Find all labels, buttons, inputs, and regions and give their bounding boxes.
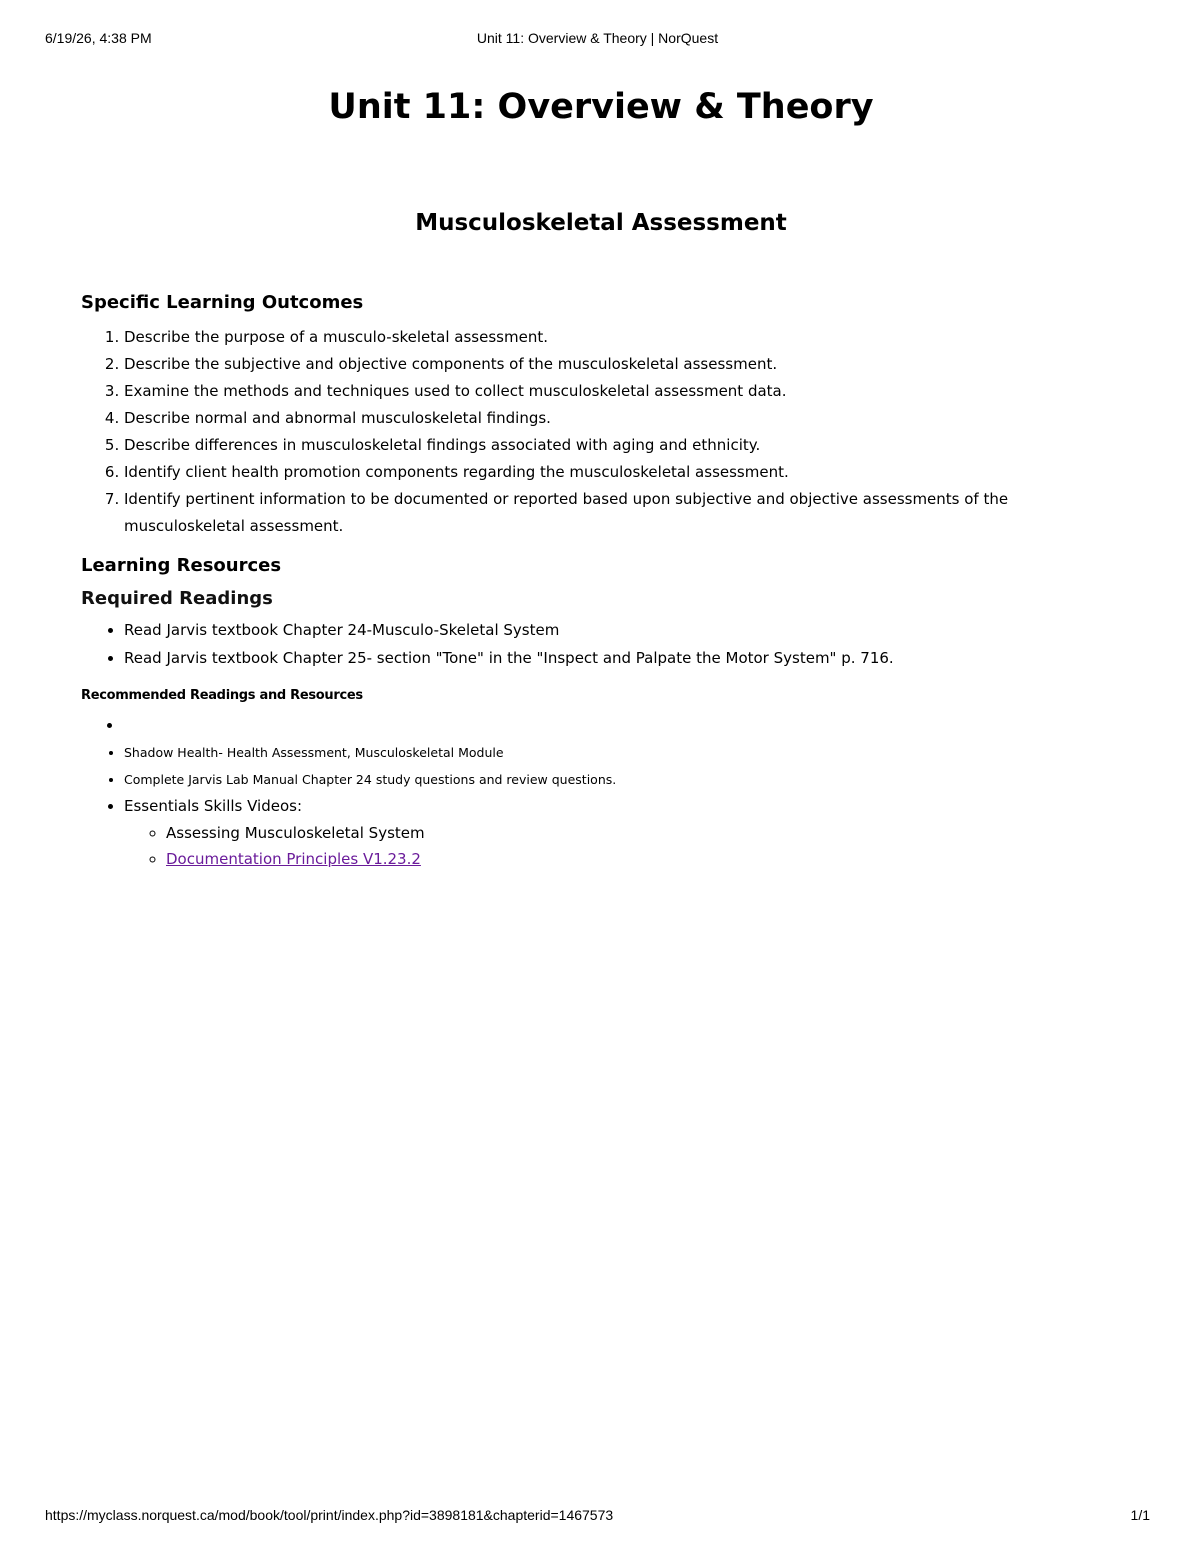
print-url: https://myclass.norquest.ca/mod/book/tool/print/index.php?id=3898181&chapterid=1467573 — [45, 1507, 614, 1523]
outcome-item: 2. Describe the subjective and objective components of the musculoskeletal assessment. — [124, 351, 1121, 378]
videos-list — [124, 820, 1121, 872]
recommended-item-empty — [124, 712, 1121, 739]
print-header — [45, 30, 1150, 50]
required-reading-item: • Read Jarvis textbook Chapter 25- section "Tone" in the "Inspect and Palpate the Motor System" p. 716. — [124, 644, 1121, 672]
outcome-item: 7. Identify pertinent information to be documented or reported based upon subjective and objective assessments of the musculoskeletal assessment. — [124, 486, 1121, 540]
essential-skills-videos-item — [124, 793, 1121, 872]
recommended-readings-heading: Recommended Readings and Resources — [81, 688, 363, 703]
required-readings-heading: Required Readings — [81, 588, 273, 609]
required-reading-item: • Read Jarvis textbook Chapter 24-Musculo-Skeletal System — [124, 616, 1121, 644]
essential-skills-videos-label: Essentials Skills Videos: — [124, 797, 303, 815]
print-footer — [45, 1507, 1150, 1527]
outcome-item: 1. Describe the purpose of a musculo-skeletal assessment. — [124, 324, 1121, 351]
print-page-title: Unit 11: Overview & Theory | NorQuest — [476, 30, 719, 46]
required-readings-list — [81, 616, 1121, 672]
unit-title: Unit 11: Overview & Theory — [328, 87, 874, 127]
print-page-count: 1/1 — [1130, 1507, 1150, 1523]
recommended-item: • Shadow Health- Health Assessment, Musculoskeletal Module — [124, 739, 1121, 766]
outcome-item: 6. Identify client health promotion components regarding the musculoskeletal assessment. — [124, 459, 1121, 486]
outcome-item: 5. Describe differences in musculoskeletal findings associated with aging and ethnicity. — [124, 432, 1121, 459]
module-title: Musculoskeletal Assessment — [415, 210, 787, 236]
book-chapter-content — [81, 80, 1121, 872]
video-item: ◦ Assessing Musculoskeletal System — [166, 820, 1121, 846]
learning-resources-heading: Learning Resources — [81, 555, 282, 576]
documentation-principles-link[interactable]: Documentation Principles V1.23.2 — [166, 850, 421, 868]
print-datetime: 6/19/26, 4:38 PM — [45, 30, 152, 46]
video-item — [166, 846, 1121, 872]
recommended-readings-list — [81, 712, 1121, 872]
outcome-item: 3. Examine the methods and techniques used to collect musculoskeletal assessment data. — [124, 378, 1121, 405]
outcome-item: 4. Describe normal and abnormal musculoskeletal findings. — [124, 405, 1121, 432]
outcomes-list — [81, 324, 1121, 540]
outcomes-heading: Specific Learning Outcomes — [81, 292, 364, 313]
recommended-item: • Complete Jarvis Lab Manual Chapter 24 study questions and review questions. — [124, 766, 1121, 793]
